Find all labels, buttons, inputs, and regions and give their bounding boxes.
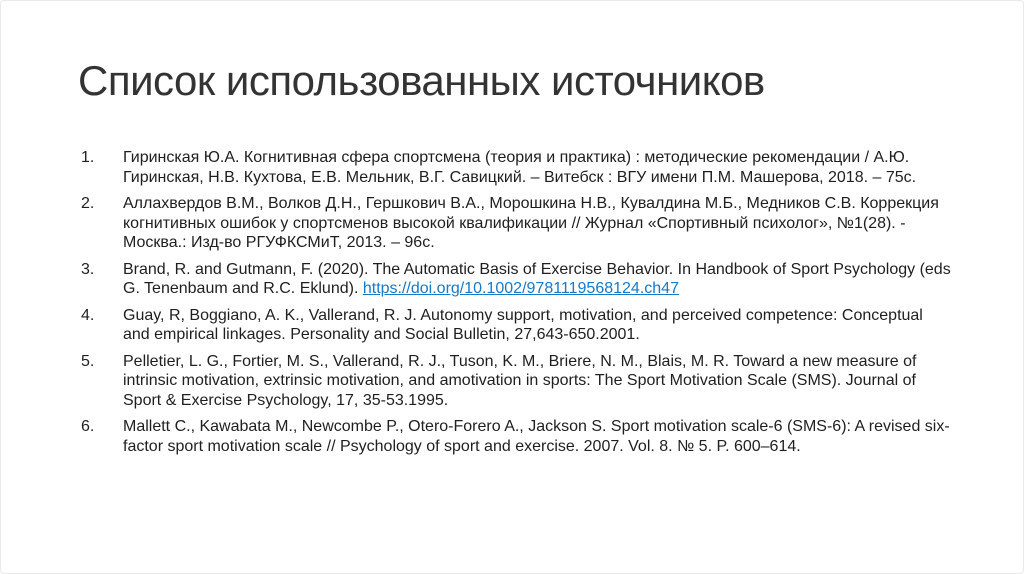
reference-text: Pelletier, L. G., Fortier, M. S., Vallerand, R. J., Tuson, K. M., Briere, N. M., Blais, M. R. Toward a new measure of intrinsic motivation, extrinsic motivation, and amotivation in sports: The Sport Motivation Scale (SMS). Journal of Sport & Exercise Psychology, 17, 35-53.1995. bbox=[123, 352, 917, 409]
reference-text: Mallett C., Kawabata M., Newcombe P., Otero-Forero A., Jackson S. Sport motivation scale-6 (SMS-6): A revised six-factor sport motivation scale // Psychology of sport and exercise. 2007. Vol. 8. № 5. P. 600–614. bbox=[123, 418, 950, 455]
reference-number: 5. bbox=[81, 352, 95, 370]
list-item bbox=[81, 194, 953, 253]
list-item bbox=[81, 260, 953, 299]
reference-number: 6. bbox=[81, 418, 95, 435]
reference-text bbox=[123, 260, 953, 299]
reference-text: Guay, R, Boggiano, A. K., Vallerand, R. J. Autonomy support, motivation, and perceived competence: Conceptual and empirical linkages. Personality and Social Bulletin, 27,643-650.2001. bbox=[123, 306, 923, 343]
reference-text: Аллахвердов В.М., Волков Д.Н., Гершкович В.А., Морошкина Н.В., Кувалдина М.Б., Медников С.В. Коррекция когнитивных ошибок у спортсменов высокой квалификации // Журнал «Спортивный психолог», №1(28). - Москва.: Изд-во РГУФКСМиТ, 2013. – 96с. bbox=[123, 195, 939, 251]
reference-number: 2. bbox=[81, 195, 95, 212]
reference-number: 3. bbox=[81, 260, 95, 278]
reference-text: Гиринская Ю.А. Когнитивная сфера спортсмена (теория и практика) : методические рекомендации / А.Ю. Гиринская, Н.В. Кухтова, Е.В. Мельник, В.Г. Савицкий. – Витебск : ВГУ имени П.М. Машерова, 2018. – 75с. bbox=[123, 149, 917, 186]
page-title: Список использованных источников bbox=[78, 57, 765, 104]
doi-link[interactable]: https://doi.org/10.1002/9781119568124.ch47 bbox=[362, 280, 679, 297]
list-item bbox=[81, 148, 953, 187]
list-item bbox=[81, 417, 953, 456]
reference-text: Brand, R. and Gutmann, F. (2020). The Automatic Basis of Exercise Behavior. In Handbook of Sport Psychology (eds G. Tenenbaum and R.C. Eklund). bbox=[123, 260, 951, 297]
list-item bbox=[81, 352, 953, 411]
reference-number: 4. bbox=[81, 306, 95, 324]
list-item bbox=[81, 306, 953, 345]
references-list bbox=[81, 148, 953, 463]
reference-number: 1. bbox=[81, 149, 95, 166]
